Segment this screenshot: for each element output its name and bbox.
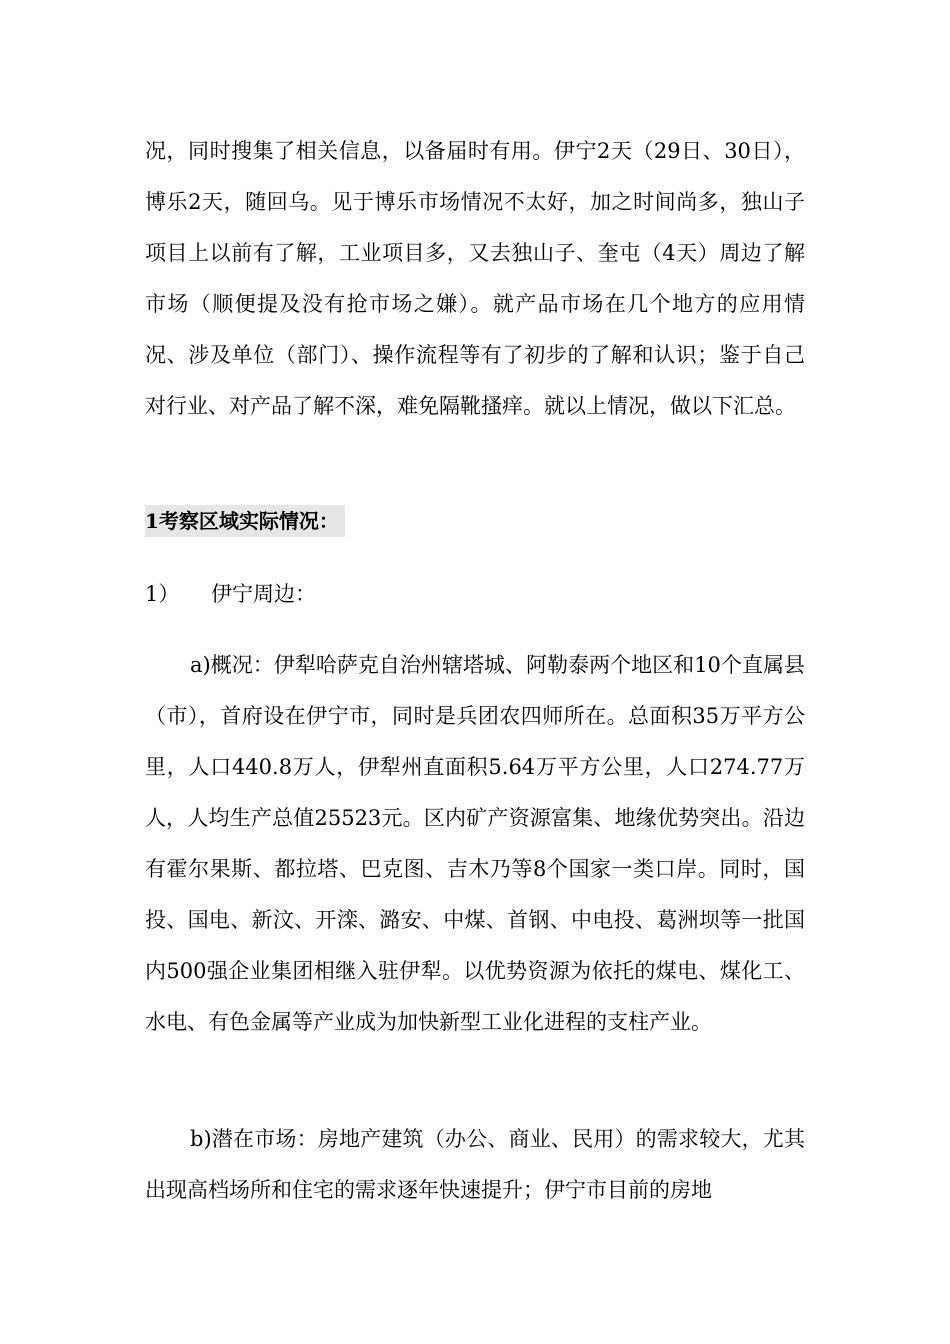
overview-paragraph: a)概况：伊犁哈萨克自治州辖塔城、阿勒泰两个地区和10个直属县（市），首府设在伊宁市，同时是兵团农四师所在。总面积35万平方公里，人口440.8万人，伊犁州直面积5.64万平方公里，人口274.77万人，人均生产总值25523元。区内矿产资源富集、地缘优势突出。沿边有霍尔果斯、都拉塔、巴克图、吉木乃等8个国家一类口岸。同时，国投、国电、新汶、开滦、潞安、中煤、首钢、中电投、葛洲坝等一批国内500强企业集团相继入驻伊犁。以优势资源为依托的煤电、煤化工、水电、有色金属等产业成为加快新型工业化进程的支柱产业。 — [145, 653, 805, 1034]
subsection-title: 伊宁周边： — [211, 582, 316, 606]
section-heading-text: 1考察区域实际情况： — [145, 505, 345, 537]
potential-market-paragraph: b)潜在市场：房地产建筑（办公、商业、民用）的需求较大，尤其出现高档场所和住宅的需求逐年快速提升；伊宁市目前的房地 — [145, 1127, 805, 1202]
section-heading — [145, 501, 345, 541]
intro-paragraph: 况，同时搜集了相关信息，以备届时有用。伊宁2天（29日、30日），博乐2天，随回乌。见于博乐市场情况不太好，加之时间尚多，独山子项目上以前有了解，工业项目多，又去独山子、奎屯（4天）周边了解市场（顺便提及没有抢市场之嫌）。就产品市场在几个地方的应用情况、涉及单位（部门）、操作流程等有了初步的了解和认识；鉴于自己对行业、对产品了解不深，难免隔靴搔痒。就以上情况，做以下汇总。 — [145, 139, 805, 418]
subsection-heading — [145, 574, 316, 614]
subsection-number: 1） — [145, 582, 180, 606]
